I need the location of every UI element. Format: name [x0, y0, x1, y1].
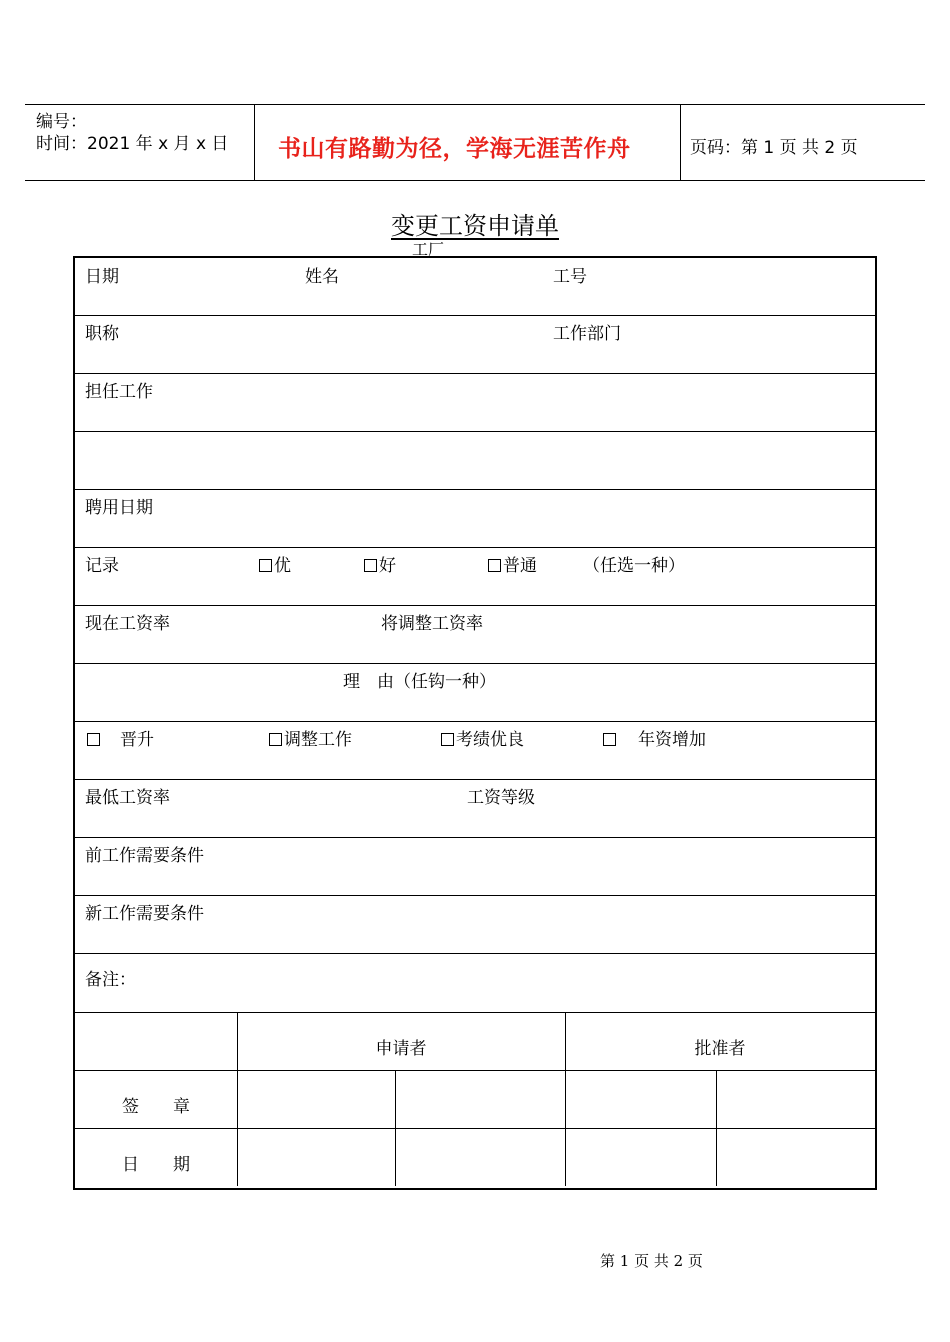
- row-divider: [75, 837, 875, 838]
- time-line: [36, 129, 228, 154]
- page-indicator: 页码：第 1 页 共 2 页: [690, 138, 858, 158]
- header-motto: 书山有路勤为径，学海无涯苦作舟: [278, 135, 631, 162]
- row-divider: [75, 1012, 875, 1013]
- checkbox-icon[interactable]: [603, 733, 616, 746]
- row-divider: [75, 315, 875, 316]
- checkbox-icon[interactable]: [488, 559, 501, 572]
- applicant-header: 申请者: [375, 1039, 427, 1059]
- row-divider: [75, 895, 875, 896]
- reason-option-performance-text: 考绩优良: [456, 730, 524, 750]
- remarks-field-label[interactable]: 备注：: [85, 970, 136, 990]
- reason-option-promotion-text: 晋升: [120, 730, 154, 750]
- time-value: 2021 年 x 月 x 日: [87, 134, 229, 154]
- record-option-normal-text: 普通: [503, 556, 537, 576]
- wage-change-form: [73, 256, 877, 1190]
- header-divider-left: [254, 104, 255, 181]
- reason-option-performance[interactable]: [441, 725, 524, 750]
- applicant-date-cell[interactable]: [396, 1129, 565, 1186]
- prev-job-req-field-label[interactable]: 前工作需要条件: [85, 846, 204, 866]
- record-option-normal[interactable]: [488, 551, 537, 576]
- factory-label: 工厂: [412, 240, 445, 259]
- header-top-rule: [25, 104, 925, 105]
- checkbox-icon[interactable]: [364, 559, 377, 572]
- approver-header: 批准者: [694, 1039, 746, 1059]
- applicant-seal-cell[interactable]: [238, 1071, 395, 1128]
- checkbox-icon[interactable]: [87, 733, 100, 746]
- footer-page-number: 第 1 页 共 2 页: [600, 1252, 703, 1270]
- row-divider: [75, 431, 875, 432]
- record-option-good[interactable]: [364, 551, 396, 576]
- row-divider: [75, 547, 875, 548]
- record-hint: （任选一种）: [583, 556, 685, 576]
- approver-date-cell[interactable]: [717, 1129, 875, 1186]
- row-divider: [75, 605, 875, 606]
- reason-option-promotion[interactable]: [87, 725, 154, 750]
- new-job-req-field-label[interactable]: 新工作需要条件: [85, 904, 204, 924]
- header-divider-right: [680, 104, 681, 181]
- record-option-excellent-text: 优: [274, 556, 291, 576]
- checkbox-icon[interactable]: [269, 733, 282, 746]
- row-divider: [75, 953, 875, 954]
- department-field-label[interactable]: 工作部门: [553, 324, 621, 344]
- current-rate-field-label[interactable]: 现在工资率: [85, 614, 170, 634]
- date-field-label[interactable]: 日期: [85, 267, 119, 287]
- record-option-excellent[interactable]: [259, 551, 291, 576]
- row-divider: [75, 721, 875, 722]
- row-divider: [75, 779, 875, 780]
- seal-row-label: 签 章: [122, 1097, 190, 1117]
- wage-grade-field-label[interactable]: 工资等级: [467, 788, 535, 808]
- record-field-label: 记录: [85, 556, 119, 576]
- reason-option-job-change-text: 调整工作: [284, 730, 352, 750]
- approver-seal-cell[interactable]: [566, 1071, 716, 1128]
- employee-no-field-label[interactable]: 工号: [553, 267, 587, 287]
- approver-seal-cell[interactable]: [717, 1071, 875, 1128]
- time-label: 时间：: [36, 134, 87, 154]
- serial-number-label: 编号：: [36, 112, 87, 132]
- hire-date-field-label[interactable]: 聘用日期: [85, 498, 153, 518]
- reason-option-job-change[interactable]: [269, 725, 352, 750]
- checkbox-icon[interactable]: [441, 733, 454, 746]
- row-divider: [75, 373, 875, 374]
- name-field-label[interactable]: 姓名: [305, 267, 339, 287]
- applicant-date-cell[interactable]: [238, 1129, 395, 1186]
- min-rate-field-label[interactable]: 最低工资率: [85, 788, 170, 808]
- position-field-label[interactable]: 职称: [85, 324, 119, 344]
- form-title: 变更工资申请单: [391, 212, 559, 240]
- reason-option-seniority[interactable]: [603, 725, 706, 750]
- checkbox-icon[interactable]: [259, 559, 272, 572]
- applicant-seal-cell[interactable]: [396, 1071, 565, 1128]
- date-row-label: 日 期: [122, 1155, 190, 1175]
- duties-field-label[interactable]: 担任工作: [85, 382, 153, 402]
- record-option-good-text: 好: [379, 556, 396, 576]
- row-divider: [75, 489, 875, 490]
- row-divider: [75, 663, 875, 664]
- header-bottom-rule: [25, 180, 925, 181]
- reason-header: 理 由（任钩一种）: [343, 672, 496, 692]
- adjusted-rate-field-label[interactable]: 将调整工资率: [381, 614, 483, 634]
- approver-date-cell[interactable]: [566, 1129, 716, 1186]
- reason-option-seniority-text: 年资增加: [638, 730, 706, 750]
